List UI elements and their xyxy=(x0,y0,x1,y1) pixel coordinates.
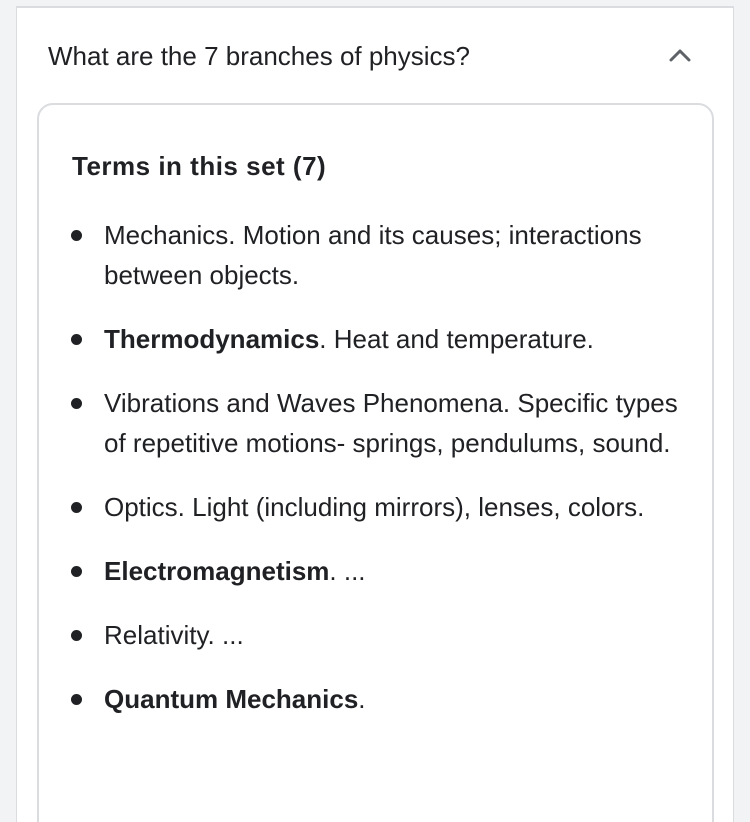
faq-question: What are the 7 branches of physics? xyxy=(48,41,471,71)
term-text: Relativity. ... xyxy=(104,620,244,650)
term-text: Optics. Light (including mirrors), lenses, colors. xyxy=(104,492,645,522)
faq-panel xyxy=(16,6,734,822)
list-item xyxy=(69,383,689,463)
list-item xyxy=(69,679,689,719)
bullet-icon xyxy=(71,502,82,513)
terms-list xyxy=(69,215,689,743)
bullet-icon xyxy=(71,566,82,577)
term-bold-text: Quantum Mechanics xyxy=(104,684,359,714)
term-text: Vibrations and Waves Phenomena. Specific types of repetitive motions- springs, pendulums, sound. xyxy=(104,388,678,458)
bullet-icon xyxy=(71,230,82,241)
list-item xyxy=(69,551,689,591)
term-bold-text: Electromagnetism xyxy=(104,556,330,586)
bullet-icon xyxy=(71,334,82,345)
chevron-up-icon[interactable] xyxy=(669,48,691,62)
list-item xyxy=(69,319,689,359)
bullet-icon xyxy=(71,694,82,705)
term-bold-text: Thermodynamics xyxy=(104,324,320,354)
list-item xyxy=(69,215,689,295)
faq-question-toggle[interactable] xyxy=(17,8,733,104)
bullet-icon xyxy=(71,398,82,409)
answer-card xyxy=(37,103,714,822)
term-text: Mechanics. Motion and its causes; interactions between objects. xyxy=(104,220,642,290)
term-text: . Heat and temperature. xyxy=(319,324,594,354)
term-text: . xyxy=(358,684,366,714)
terms-heading: Terms in this set (7) xyxy=(72,151,327,181)
bullet-icon xyxy=(71,630,82,641)
term-text: . ... xyxy=(329,556,366,586)
list-item xyxy=(69,615,689,655)
list-item xyxy=(69,487,689,527)
